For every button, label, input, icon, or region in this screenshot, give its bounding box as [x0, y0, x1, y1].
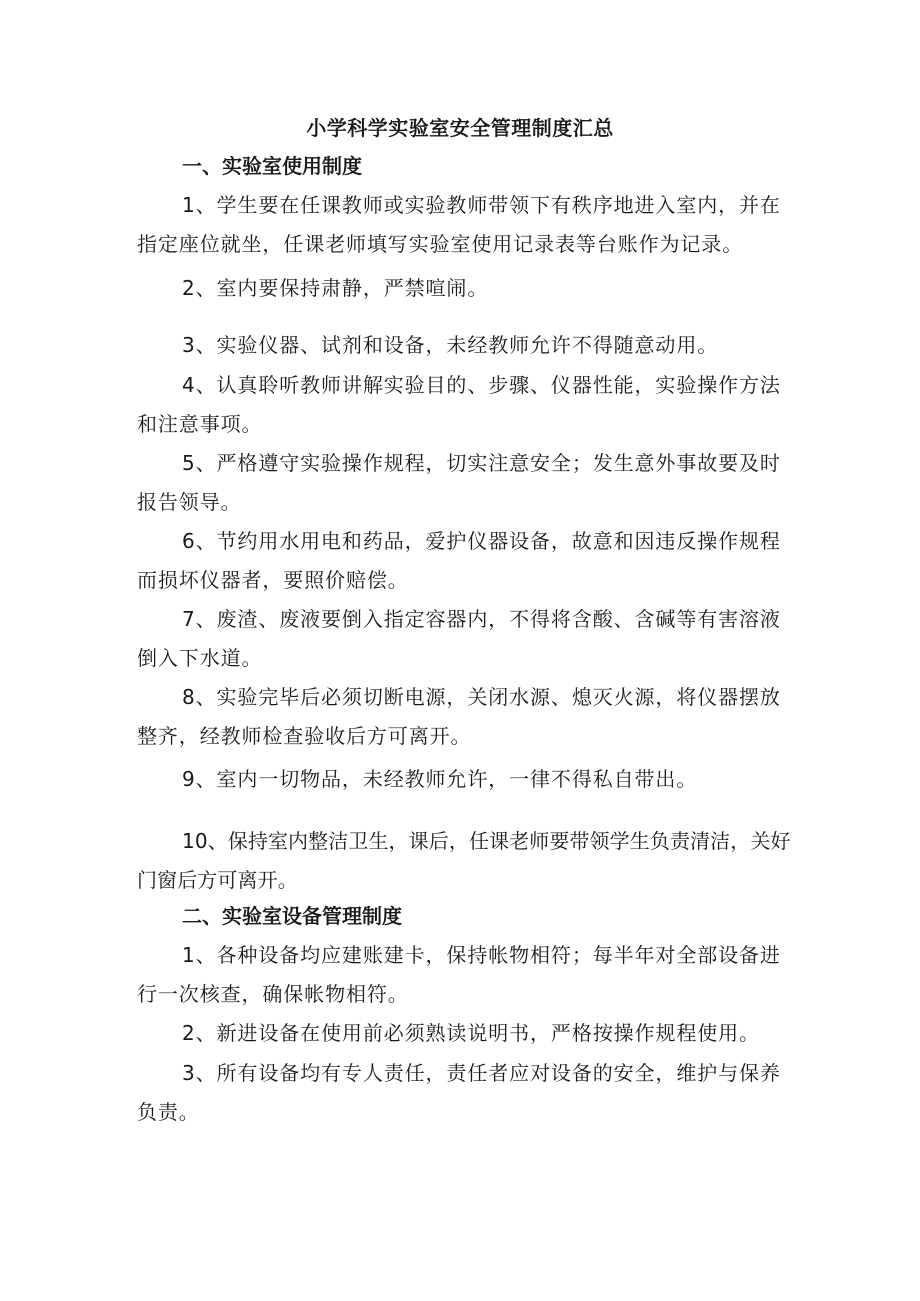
usage-rule-5: 5、严格遵守实验操作规程，切实注意安全；发生意外事故要及时报告领导。 — [137, 451, 781, 514]
document-title: 小学科学实验室安全管理制度汇总 — [306, 116, 614, 140]
section-heading-usage: 一、实验室使用制度 — [182, 154, 362, 178]
usage-rule-10: 10、保持室内整洁卫生，课后，任课老师要带领学生负责清洁，关好门窗后方可离开。 — [137, 829, 791, 892]
usage-rule-1: 1、学生要在任课教师或实验教师带领下有秩序地进入室内，并在指定座位就坐，任课老师填写实验室使用记录表等台账作为记录。 — [137, 193, 781, 256]
usage-rule-6: 6、节约用水用电和药品，爱护仪器设备，故意和因违反操作规程而损坏仪器者，要照价赔偿。 — [137, 529, 781, 592]
equipment-rule-3: 3、所有设备均有专人责任，责任者应对设备的安全，维护与保养负责。 — [137, 1061, 781, 1124]
usage-rule-2: 2、室内要保持肃静，严禁喧闹。 — [182, 276, 489, 300]
usage-rule-8: 8、实验完毕后必须切断电源，关闭水源、熄灭火源，将仪器摆放整齐，经教师检查验收后方可离开。 — [137, 685, 781, 748]
usage-rule-7: 7、废渣、废液要倒入指定容器内，不得将含酸、含碱等有害溶液倒入下水道。 — [137, 607, 781, 670]
equipment-rule-2: 2、新进设备在使用前必须熟读说明书，严格按操作规程使用。 — [182, 1021, 760, 1045]
equipment-rule-1: 1、各种设备均应建账建卡，保持帐物相符；每半年对全部设备进行一次核查，确保帐物相符。 — [137, 943, 781, 1006]
usage-rule-3: 3、实验仪器、试剂和设备，未经教师允许不得随意动用。 — [182, 333, 719, 357]
section-heading-equipment: 二、实验室设备管理制度 — [182, 904, 402, 928]
usage-rule-9: 9、室内一切物品，未经教师允许，一律不得私自带出。 — [182, 767, 698, 791]
usage-rule-4: 4、认真聆听教师讲解实验目的、步骤、仪器性能，实验操作方法和注意事项。 — [137, 373, 781, 436]
